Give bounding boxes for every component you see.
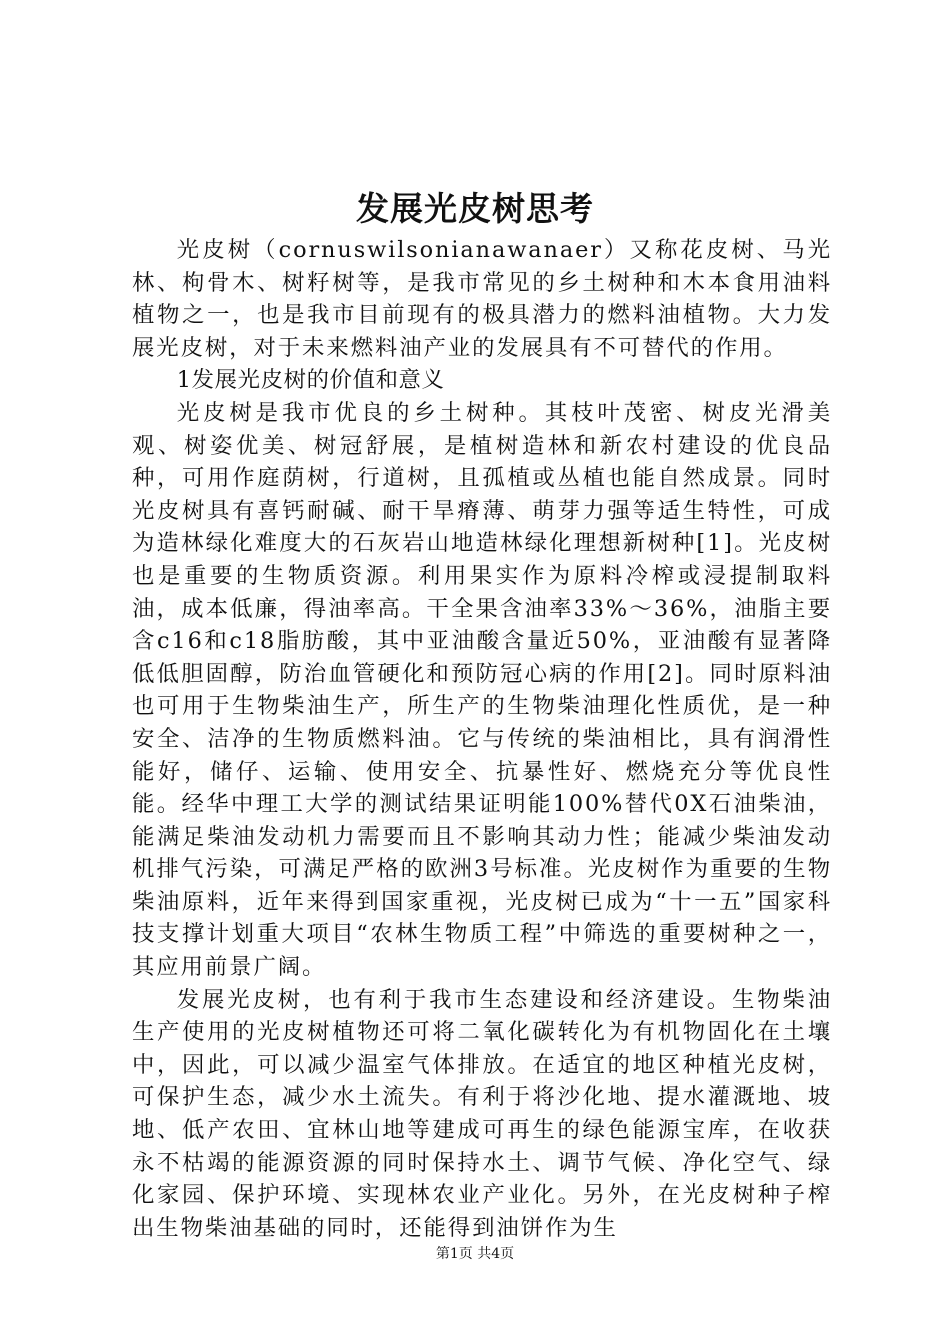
paragraph-intro: 光皮树（cornuswilsonianawanaer）又称花皮树、马光林、枸骨木、树籽树等，是我市常见的乡土树种和木本食用油料植物之一，也是我市目前现有的极具潜力的燃料油植物。大力发展光皮树，对于未来燃料油产业的发展具有不可替代的作用。	[132, 237, 832, 361]
paragraph-value: 光皮树是我市优良的乡土树种。其枝叶茂密、树皮光滑美观、树姿优美、树冠舒展，是植树造林和新农村建设的优良品种，可用作庭荫树，行道树，且孤植或丛植也能自然成景。同时光皮树具有喜钙耐碱、耐干旱瘠薄、萌芽力强等适生特性，可成为造林绿化难度大的石灰岩山地造林绿化理想新树种[1]。光皮树也是重要的生物质资源。利用果实作为原料冷榨或浸提制取料油，成本低廉，得油率高。干全果含油率33%～36%，油脂主要含c16和c18脂肪酸，其中亚油酸含量近50%，亚油酸有显著降低低胆固醇，防治血管硬化和预防冠心病的作用[2]。同时原料油也可用于生物柴油生产，所生产的生物柴油理化性质优，是一种安全、洁净的生物质燃料油。它与传统的柴油相比，具有润滑性能好，储仔、运输、使用安全、抗暴性好、燃烧充分等优良性能。经华中理工大学的测试结果证明能100%替代0X石油柴油，能满足柴油发动机力需要而且不影响其动力性；能减少柴油发动机排气污染，可满足严格的欧洲3号标准。光皮树作为重要的生物柴油原料，近年来得到国家重视，光皮树已成为“十一五”国家科技支撑计划重大项目“农林生物质工程”中筛选的重要树种之一，其应用前景广阔。	[132, 399, 832, 981]
section-heading: 1发展光皮树的价值和意义	[176, 367, 445, 394]
document-body	[132, 234, 832, 1244]
paragraph-ecology: 发展光皮树，也有利于我市生态建设和经济建设。生物柴油生产使用的光皮树植物还可将二氧化碳转化为有机物固化在土壤中，因此，可以减少温室气体排放。在适宜的地区种植光皮树，可保护生态，减少水土流失。有利于将沙化地、提水灌溉地、坡地、低产农田、宜林山地等建成可再生的绿色能源宝库，在收获永不枯竭的能源资源的同时保持水土、调节气候、净化空气、绿化家园、保护环境、实现林农业产业化。另外，在光皮树种子榨出生物柴油基础的同时，还能得到油饼作为生	[132, 986, 832, 1241]
page-footer: 第1页 共4页	[435, 1246, 515, 1262]
document-title: 发展光皮树思考	[356, 189, 594, 228]
